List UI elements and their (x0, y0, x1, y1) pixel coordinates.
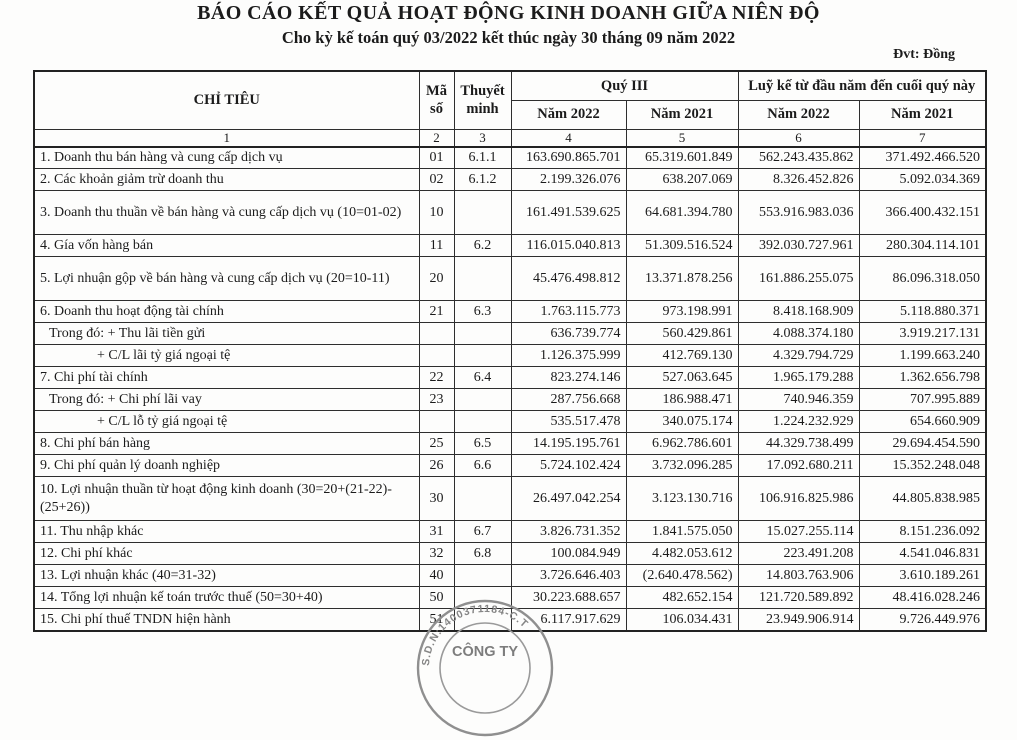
row-ytd-2021-value: 1.362.656.798 (859, 367, 986, 389)
col-number: 2 (419, 129, 454, 147)
row-thuyet-minh (454, 345, 511, 367)
row-q3-2022-value: 3.726.646.403 (511, 565, 626, 587)
row-ytd-2021-value: 15.352.248.048 (859, 455, 986, 477)
row-ytd-2022-value: 740.946.359 (738, 389, 859, 411)
row-label: 14. Tổng lợi nhuận kế toán trước thuế (50=30+40) (34, 587, 419, 609)
row-ytd-2022-value: 1.965.179.288 (738, 367, 859, 389)
seal-center-text: CÔNG TY (451, 644, 519, 660)
row-ma-so: 51 (419, 609, 454, 631)
row-q3-2022-value: 116.015.040.813 (511, 235, 626, 257)
seal-arc-text: S.D.N:1400371184-C.T (419, 602, 531, 667)
row-q3-2021-value: 1.841.575.050 (626, 521, 738, 543)
row-ytd-2022-value: 553.916.983.036 (738, 191, 859, 235)
row-ytd-2022-value: 161.886.255.075 (738, 257, 859, 301)
table-row (34, 367, 986, 389)
row-label: 9. Chi phí quản lý doanh nghiệp (34, 455, 419, 477)
row-label: 11. Thu nhập khác (34, 521, 419, 543)
table-row (34, 411, 986, 433)
row-ma-so: 02 (419, 169, 454, 191)
row-ytd-2022-value: 14.803.763.906 (738, 565, 859, 587)
row-q3-2022-value: 100.084.949 (511, 543, 626, 565)
header-ytd-2022: Năm 2022 (738, 100, 859, 129)
table-row (34, 433, 986, 455)
table-row (34, 323, 986, 345)
row-ytd-2021-value: 3.610.189.261 (859, 565, 986, 587)
header-quarter-group: Quý III (511, 71, 738, 100)
row-ma-so: 30 (419, 477, 454, 521)
row-label: 8. Chi phí bán hàng (34, 433, 419, 455)
table-row (34, 191, 986, 235)
row-thuyet-minh: 6.1.1 (454, 147, 511, 169)
row-q3-2021-value: 106.034.431 (626, 609, 738, 631)
col-number: 4 (511, 129, 626, 147)
table-row (34, 521, 986, 543)
row-ytd-2021-value: 9.726.449.976 (859, 609, 986, 631)
row-ytd-2022-value: 8.418.168.909 (738, 301, 859, 323)
row-q3-2021-value: 3.732.096.285 (626, 455, 738, 477)
row-thuyet-minh: 6.2 (454, 235, 511, 257)
row-q3-2021-value: 412.769.130 (626, 345, 738, 367)
header-q3-2021: Năm 2021 (626, 100, 738, 129)
row-label: 13. Lợi nhuận khác (40=31-32) (34, 565, 419, 587)
row-ma-so: 11 (419, 235, 454, 257)
row-q3-2022-value: 1.763.115.773 (511, 301, 626, 323)
col-number: 7 (859, 129, 986, 147)
table-row (34, 565, 986, 587)
row-q3-2021-value: 638.207.069 (626, 169, 738, 191)
row-label: + C/L lỗ tỷ giá ngoại tệ (34, 411, 419, 433)
row-q3-2022-value: 823.274.146 (511, 367, 626, 389)
row-thuyet-minh (454, 477, 511, 521)
table-row (34, 301, 986, 323)
row-ma-so: 25 (419, 433, 454, 455)
income-statement-table (33, 70, 987, 632)
row-ma-so: 20 (419, 257, 454, 301)
row-ytd-2021-value: 707.995.889 (859, 389, 986, 411)
row-ma-so: 32 (419, 543, 454, 565)
row-q3-2021-value: 560.429.861 (626, 323, 738, 345)
row-q3-2022-value: 161.491.539.625 (511, 191, 626, 235)
row-label: Trong đó: + Chi phí lãi vay (34, 389, 419, 411)
row-ytd-2022-value: 1.224.232.929 (738, 411, 859, 433)
row-q3-2021-value: 4.482.053.612 (626, 543, 738, 565)
row-label: 3. Doanh thu thuần về bán hàng và cung cấp dịch vụ (10=01-02) (34, 191, 419, 235)
company-seal-stamp (413, 596, 557, 740)
col-number: 5 (626, 129, 738, 147)
row-ytd-2021-value: 5.118.880.371 (859, 301, 986, 323)
col-number: 1 (34, 129, 419, 147)
table-body (34, 147, 986, 631)
header-q3-2022: Năm 2022 (511, 100, 626, 129)
header-ma-so: Mã số (419, 71, 454, 129)
table-row (34, 147, 986, 169)
row-ytd-2021-value: 4.541.046.831 (859, 543, 986, 565)
row-thuyet-minh (454, 411, 511, 433)
row-thuyet-minh: 6.5 (454, 433, 511, 455)
row-ytd-2021-value: 86.096.318.050 (859, 257, 986, 301)
row-ma-so: 21 (419, 301, 454, 323)
page-subtitle: Cho kỳ kế toán quý 03/2022 kết thúc ngày 30 tháng 09 năm 2022 (281, 28, 736, 47)
row-ytd-2022-value: 23.949.906.914 (738, 609, 859, 631)
table-row (34, 235, 986, 257)
row-label: 1. Doanh thu bán hàng và cung cấp dịch vụ (34, 147, 419, 169)
row-q3-2022-value: 45.476.498.812 (511, 257, 626, 301)
row-thuyet-minh: 6.7 (454, 521, 511, 543)
row-ytd-2021-value: 371.492.466.520 (859, 147, 986, 169)
row-ma-so (419, 323, 454, 345)
row-ma-so (419, 345, 454, 367)
row-q3-2021-value: 482.652.154 (626, 587, 738, 609)
row-ytd-2021-value: 29.694.454.590 (859, 433, 986, 455)
row-thuyet-minh (454, 257, 511, 301)
row-ytd-2021-value: 366.400.432.151 (859, 191, 986, 235)
row-q3-2021-value: 186.988.471 (626, 389, 738, 411)
row-label: 7. Chi phí tài chính (34, 367, 419, 389)
table-header (34, 71, 986, 147)
row-label: 4. Gía vốn hàng bán (34, 235, 419, 257)
row-ma-so: 23 (419, 389, 454, 411)
row-ytd-2022-value: 17.092.680.211 (738, 455, 859, 477)
header-ytd-group: Luỹ kế từ đầu năm đến cuối quý này (738, 71, 986, 100)
row-ytd-2022-value: 106.916.825.986 (738, 477, 859, 521)
row-q3-2022-value: 163.690.865.701 (511, 147, 626, 169)
row-ytd-2021-value: 1.199.663.240 (859, 345, 986, 367)
row-ytd-2021-value: 280.304.114.101 (859, 235, 986, 257)
row-label: 2. Các khoản giảm trừ doanh thu (34, 169, 419, 191)
row-q3-2022-value: 535.517.478 (511, 411, 626, 433)
row-thuyet-minh: 6.3 (454, 301, 511, 323)
table-row (34, 257, 986, 301)
table-row (34, 169, 986, 191)
row-q3-2021-value: 65.319.601.849 (626, 147, 738, 169)
row-label: + C/L lãi tỷ giá ngoại tệ (34, 345, 419, 367)
header-chi-tieu: CHỈ TIÊU (34, 71, 419, 129)
row-q3-2021-value: 6.962.786.601 (626, 433, 738, 455)
row-thuyet-minh (454, 565, 511, 587)
header-thuyet-minh: Thuyết minh (454, 71, 511, 129)
row-ytd-2022-value: 8.326.452.826 (738, 169, 859, 191)
row-thuyet-minh: 6.8 (454, 543, 511, 565)
row-ytd-2022-value: 562.243.435.862 (738, 147, 859, 169)
col-number: 6 (738, 129, 859, 147)
row-label: 12. Chi phí khác (34, 543, 419, 565)
row-ma-so: 01 (419, 147, 454, 169)
unit-note: Đvt: Đồng (893, 47, 955, 62)
table-row (34, 543, 986, 565)
seal-outer-ring (418, 601, 552, 735)
row-ytd-2022-value: 15.027.255.114 (738, 521, 859, 543)
row-ytd-2022-value: 4.088.374.180 (738, 323, 859, 345)
row-q3-2022-value: 3.826.731.352 (511, 521, 626, 543)
row-thuyet-minh: 6.1.2 (454, 169, 511, 191)
row-ytd-2021-value: 44.805.838.985 (859, 477, 986, 521)
column-number-row (34, 129, 986, 147)
table-row (34, 477, 986, 521)
row-label: 6. Doanh thu hoạt động tài chính (34, 301, 419, 323)
row-thuyet-minh (454, 191, 511, 235)
row-q3-2022-value: 5.724.102.424 (511, 455, 626, 477)
row-q3-2022-value: 2.199.326.076 (511, 169, 626, 191)
row-thuyet-minh (454, 389, 511, 411)
col-number: 3 (454, 129, 511, 147)
row-ma-so: 40 (419, 565, 454, 587)
row-q3-2021-value: (2.640.478.562) (626, 565, 738, 587)
row-ytd-2021-value: 5.092.034.369 (859, 169, 986, 191)
row-thuyet-minh (454, 323, 511, 345)
row-ma-so: 50 (419, 587, 454, 609)
row-ma-so (419, 411, 454, 433)
seal-inner-ring (440, 623, 530, 713)
row-label: Trong đó: + Thu lãi tiền gửi (34, 323, 419, 345)
row-q3-2021-value: 3.123.130.716 (626, 477, 738, 521)
row-q3-2021-value: 51.309.516.524 (626, 235, 738, 257)
table-row (34, 345, 986, 367)
row-q3-2022-value: 636.739.774 (511, 323, 626, 345)
row-ytd-2022-value: 121.720.589.892 (738, 587, 859, 609)
row-ma-so: 22 (419, 367, 454, 389)
row-thuyet-minh: 6.6 (454, 455, 511, 477)
row-ytd-2022-value: 223.491.208 (738, 543, 859, 565)
row-label: 5. Lợi nhuận gộp về bán hàng và cung cấp dịch vụ (20=10-11) (34, 257, 419, 301)
row-ytd-2022-value: 44.329.738.499 (738, 433, 859, 455)
row-ma-so: 31 (419, 521, 454, 543)
row-thuyet-minh: 6.4 (454, 367, 511, 389)
row-q3-2021-value: 64.681.394.780 (626, 191, 738, 235)
row-ytd-2021-value: 48.416.028.246 (859, 587, 986, 609)
row-q3-2022-value: 30.223.688.657 (511, 587, 626, 609)
row-q3-2022-value: 6.117.917.629 (511, 609, 626, 631)
header-ytd-2021: Năm 2021 (859, 100, 986, 129)
row-q3-2021-value: 527.063.645 (626, 367, 738, 389)
page-title: BÁO CÁO KẾT QUẢ HOẠT ĐỘNG KINH DOANH GIỮA NIÊN ĐỘ (197, 2, 820, 24)
table-row (34, 455, 986, 477)
row-ytd-2021-value: 654.660.909 (859, 411, 986, 433)
row-q3-2021-value: 13.371.878.256 (626, 257, 738, 301)
row-ma-so: 26 (419, 455, 454, 477)
row-q3-2021-value: 340.075.174 (626, 411, 738, 433)
row-q3-2022-value: 26.497.042.254 (511, 477, 626, 521)
row-q3-2021-value: 973.198.991 (626, 301, 738, 323)
row-label: 10. Lợi nhuận thuần từ hoạt động kinh doanh (30=20+(21-22)-(25+26)) (34, 477, 419, 521)
row-q3-2022-value: 287.756.668 (511, 389, 626, 411)
row-ytd-2021-value: 3.919.217.131 (859, 323, 986, 345)
row-ytd-2021-value: 8.151.236.092 (859, 521, 986, 543)
row-ytd-2022-value: 4.329.794.729 (738, 345, 859, 367)
row-q3-2022-value: 1.126.375.999 (511, 345, 626, 367)
row-q3-2022-value: 14.195.195.761 (511, 433, 626, 455)
row-ma-so: 10 (419, 191, 454, 235)
table-row (34, 389, 986, 411)
row-label: 15. Chi phí thuế TNDN hiện hành (34, 609, 419, 631)
row-ytd-2022-value: 392.030.727.961 (738, 235, 859, 257)
